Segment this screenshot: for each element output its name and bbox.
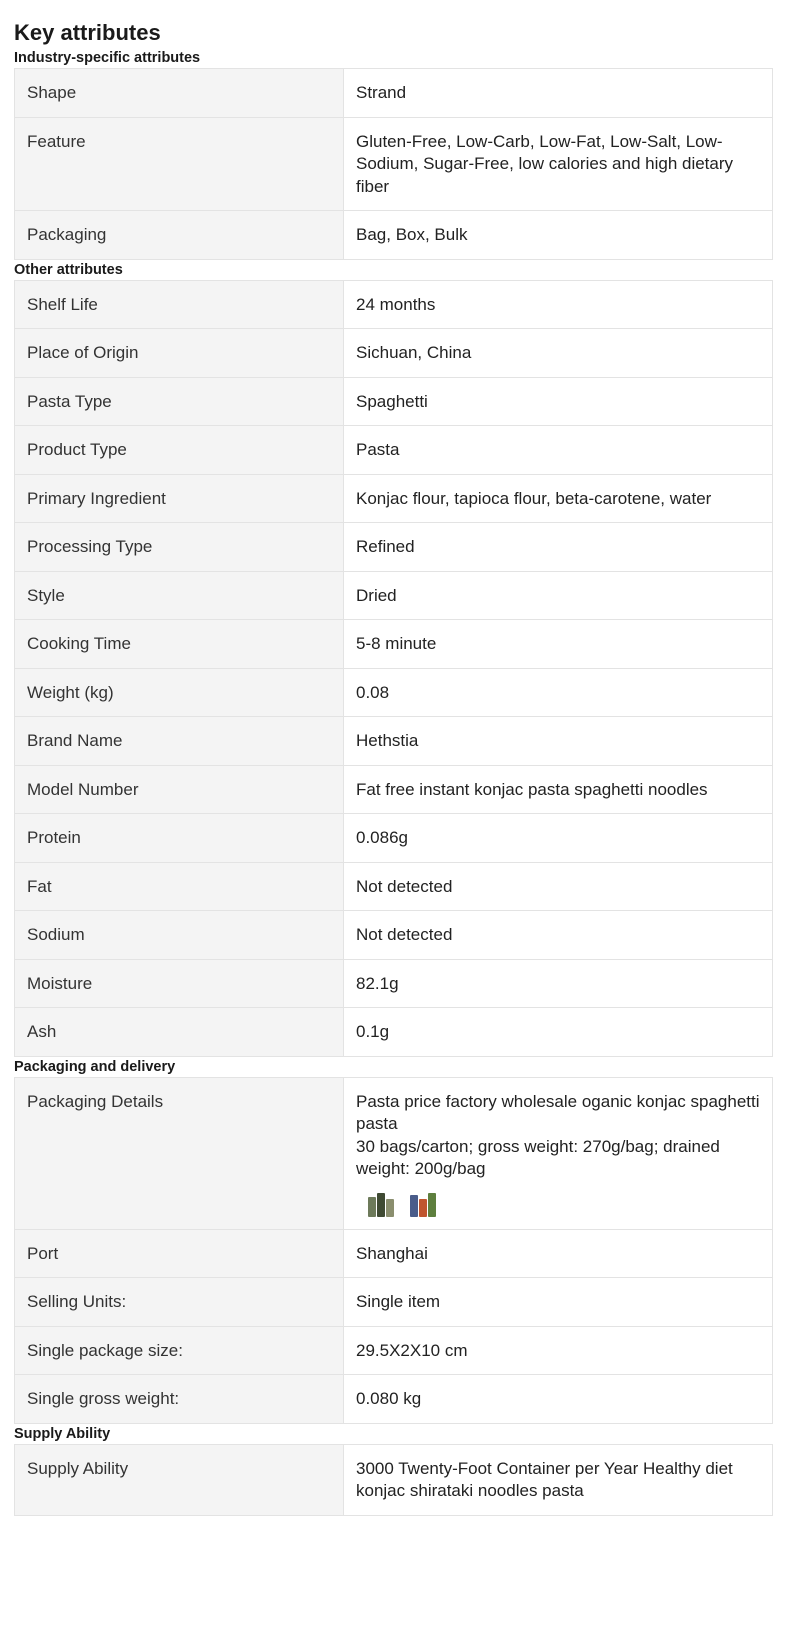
attribute-value: Fat free instant konjac pasta spaghetti noodles xyxy=(344,765,773,814)
industry-attributes-table xyxy=(14,68,773,260)
attribute-value: 0.1g xyxy=(344,1008,773,1057)
section-heading-other: Other attributes xyxy=(14,261,123,278)
table-row xyxy=(15,1008,773,1057)
table-row xyxy=(15,571,773,620)
attribute-key: Model Number xyxy=(15,765,344,814)
attribute-key: Single package size: xyxy=(15,1326,344,1375)
table-row xyxy=(15,474,773,523)
attribute-key: Style xyxy=(15,571,344,620)
attribute-value: Hethstia xyxy=(344,717,773,766)
table-row xyxy=(15,765,773,814)
attribute-value: Strand xyxy=(344,69,773,118)
table-row xyxy=(15,717,773,766)
table-row xyxy=(15,668,773,717)
attribute-value: Not detected xyxy=(344,862,773,911)
attribute-value: 0.086g xyxy=(344,814,773,863)
attribute-key: Single gross weight: xyxy=(15,1375,344,1424)
attribute-key: Sodium xyxy=(15,911,344,960)
table-row xyxy=(15,620,773,669)
table-row xyxy=(15,1229,773,1278)
attribute-key: Pasta Type xyxy=(15,377,344,426)
packaging-delivery-table xyxy=(14,1077,773,1424)
section-heading-supply: Supply Ability xyxy=(14,1425,111,1442)
table-row xyxy=(15,1326,773,1375)
table-row xyxy=(15,1278,773,1327)
attribute-value: Konjac flour, tapioca flour, beta-carotene, water xyxy=(344,474,773,523)
attribute-value: 29.5X2X10 cm xyxy=(344,1326,773,1375)
attribute-key: Place of Origin xyxy=(15,329,344,378)
attribute-key: Shelf Life xyxy=(15,280,344,329)
table-row xyxy=(15,1375,773,1424)
attribute-value: Not detected xyxy=(344,911,773,960)
packaging-details-value xyxy=(344,1077,773,1229)
other-attributes-table xyxy=(14,280,773,1057)
table-row xyxy=(15,523,773,572)
attribute-value: 24 months xyxy=(344,280,773,329)
table-row xyxy=(15,69,773,118)
page-title: Key attributes xyxy=(14,20,161,45)
product-thumbnail[interactable] xyxy=(410,1189,438,1217)
section-heading-industry: Industry-specific attributes xyxy=(14,50,201,66)
table-row xyxy=(15,1077,773,1229)
table-row xyxy=(15,280,773,329)
table-row xyxy=(15,426,773,475)
table-row xyxy=(15,1444,773,1515)
attribute-key: Supply Ability xyxy=(15,1444,344,1515)
attribute-key: Protein xyxy=(15,814,344,863)
attribute-key: Port xyxy=(15,1229,344,1278)
supply-ability-table xyxy=(14,1444,773,1516)
packaging-details-line: 30 bags/carton; gross weight: 270g/bag; drained weight: 200g/bag xyxy=(356,1136,720,1178)
attribute-value: 5-8 minute xyxy=(344,620,773,669)
attribute-key: Moisture xyxy=(15,959,344,1008)
attribute-value: 3000 Twenty-Foot Container per Year Healthy diet konjac shirataki noodles pasta xyxy=(344,1444,773,1515)
attribute-key: Brand Name xyxy=(15,717,344,766)
attribute-key: Processing Type xyxy=(15,523,344,572)
attribute-key: Cooking Time xyxy=(15,620,344,669)
attribute-value: Refined xyxy=(344,523,773,572)
attribute-key: Selling Units: xyxy=(15,1278,344,1327)
table-row xyxy=(15,911,773,960)
section-heading-packaging: Packaging and delivery xyxy=(14,1058,176,1075)
attribute-value: Spaghetti xyxy=(344,377,773,426)
table-row xyxy=(15,211,773,260)
attribute-value: 0.08 xyxy=(344,668,773,717)
attribute-key: Ash xyxy=(15,1008,344,1057)
table-row xyxy=(15,959,773,1008)
table-row xyxy=(15,814,773,863)
attribute-value: Dried xyxy=(344,571,773,620)
attribute-key: Shape xyxy=(15,69,344,118)
table-row xyxy=(15,377,773,426)
attribute-key: Product Type xyxy=(15,426,344,475)
attribute-value: Single item xyxy=(344,1278,773,1327)
attribute-value: Pasta xyxy=(344,426,773,475)
table-row xyxy=(15,117,773,211)
packaging-details-line: Pasta price factory wholesale oganic konjac spaghetti pasta xyxy=(356,1091,760,1133)
attribute-value: Gluten-Free, Low-Carb, Low-Fat, Low-Salt, Low-Sodium, Sugar-Free, low calories and high dietary fiber xyxy=(344,117,773,211)
attribute-key: Packaging xyxy=(15,211,344,260)
table-row xyxy=(15,329,773,378)
attribute-key: Weight (kg) xyxy=(15,668,344,717)
table-row xyxy=(15,862,773,911)
product-thumbnail[interactable] xyxy=(368,1189,396,1217)
attribute-key: Fat xyxy=(15,862,344,911)
packaging-thumbnails xyxy=(368,1189,760,1217)
attribute-value: 82.1g xyxy=(344,959,773,1008)
attribute-key: Primary Ingredient xyxy=(15,474,344,523)
attribute-value: Shanghai xyxy=(344,1229,773,1278)
attribute-key: Feature xyxy=(15,117,344,211)
attribute-value: Bag, Box, Bulk xyxy=(344,211,773,260)
attribute-value: Sichuan, China xyxy=(344,329,773,378)
attribute-value: 0.080 kg xyxy=(344,1375,773,1424)
attribute-key: Packaging Details xyxy=(15,1077,344,1229)
